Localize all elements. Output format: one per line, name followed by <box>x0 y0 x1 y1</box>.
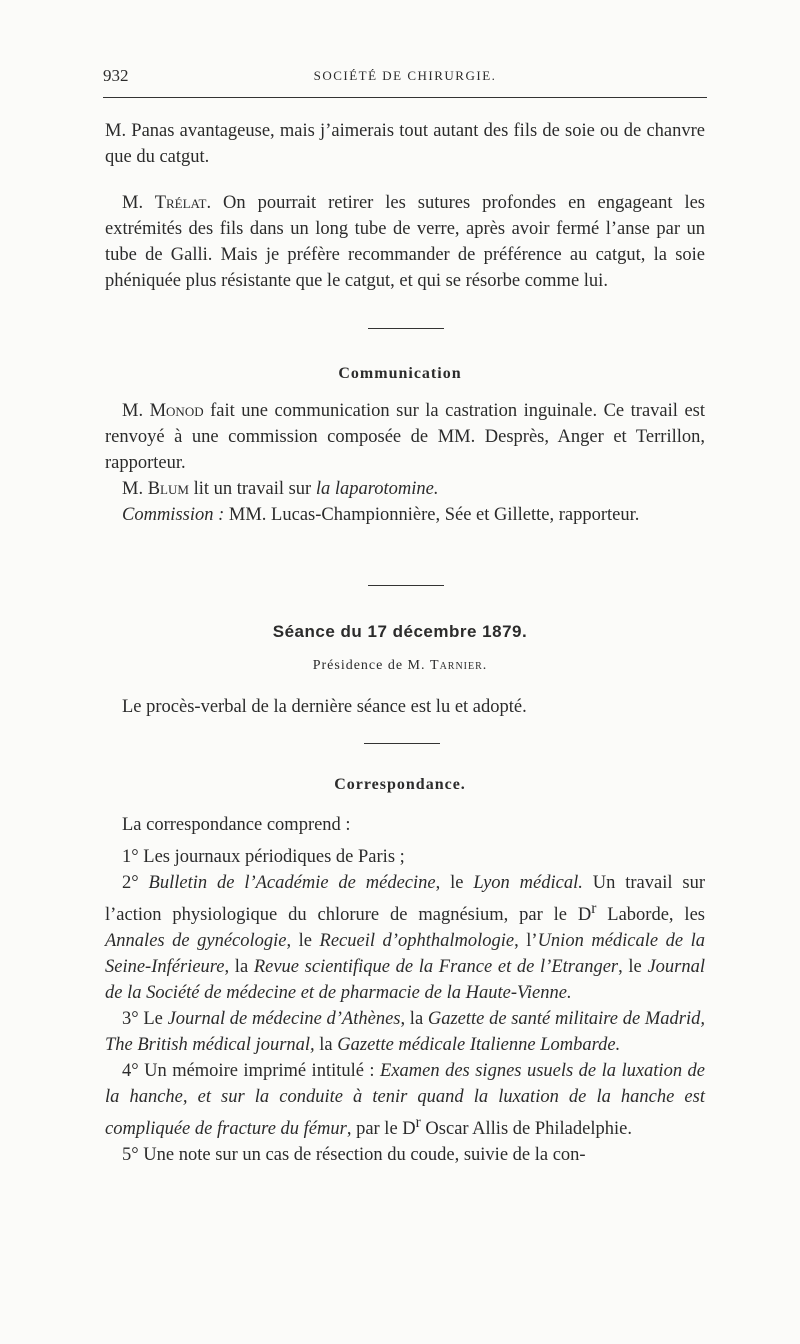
presidence-line <box>0 658 800 674</box>
memoir-title: Examen des signes usuels de la luxation de la hanche, et sur la conduite à tenir quand la luxation de la hanche est compliquée de fracture du fémur <box>105 1061 705 1140</box>
minutes-block <box>105 694 705 720</box>
superscript: r <box>591 900 597 917</box>
correspondance-item-3 <box>105 1006 705 1058</box>
section-separator <box>368 328 444 329</box>
item-text: , la <box>400 1009 428 1030</box>
item-text: , le <box>618 957 648 978</box>
item-text: , le <box>435 873 474 893</box>
page-number: 932 <box>103 66 129 85</box>
work-title: la laparotomine. <box>315 479 439 499</box>
superscript: r <box>415 1114 421 1132</box>
speaker-text: lit un travail sur <box>188 479 316 499</box>
item-number: 3° Le <box>122 1009 168 1030</box>
section-separator <box>364 743 440 744</box>
monod-paragraph <box>105 398 705 476</box>
publication-title: Journal de la Société de médecine et de pharmacie de la Haute-Vienne. <box>105 957 705 1004</box>
item-number: 2° <box>122 873 149 893</box>
correspondance-item-1: 1° Les journaux périodiques de Paris ; <box>122 847 405 867</box>
president-name: Tarnier. <box>430 658 488 673</box>
item-text: Un travail sur l’action physiologique du chlorure de magnésium, par le D <box>105 873 705 926</box>
publication-title: Revue scientifique de la France et de l’Etranger <box>253 957 619 978</box>
speaker-name: M. Monod <box>122 401 204 421</box>
item-text: , la <box>224 957 254 978</box>
communication-block <box>105 398 705 528</box>
discussion-block <box>105 118 705 294</box>
publication-title: Recueil d’ophthalmologie <box>319 931 515 952</box>
panas-paragraph: M. Panas avantageuse, mais j’aimerais tout autant des fils de soie ou de chanvre que du catgut. <box>105 121 705 167</box>
header-rule <box>103 97 707 98</box>
running-title: SOCIÉTÉ DE CHIRURGIE. <box>313 68 497 83</box>
publication-title: Lyon médical. <box>473 873 583 893</box>
commission-label: Commission : <box>122 505 225 525</box>
blum-paragraph <box>105 476 705 502</box>
item-text: Oscar Allis de Philadelphie. <box>420 1119 632 1140</box>
publication-title: Gazette médicale Italienne Lombarde. <box>337 1035 621 1056</box>
speaker-name: M. Blum <box>122 479 189 499</box>
presidence-prefix: Présidence de M. <box>312 658 431 673</box>
publication-title: Journal de médecine d’Athènes <box>167 1009 401 1030</box>
section-separator <box>368 585 444 586</box>
commission-text: MM. Lucas-Championnière, Sée et Gillette, rapporteur. <box>224 505 640 525</box>
seance-title: Séance du 17 décembre 1879. <box>272 622 528 641</box>
correspondance-item-2 <box>105 870 705 1006</box>
correspondance-item-5: 5° Une note sur un cas de résection du coude, suivie de la con- <box>122 1145 586 1166</box>
correspondance-block <box>105 812 705 1168</box>
item-number: 4° Un mémoire imprimé intitulé : <box>122 1061 381 1082</box>
correspondance-intro: La correspondance comprend : <box>122 815 351 835</box>
communication-heading: Communication <box>338 365 462 382</box>
minutes-paragraph: Le procès-verbal de la dernière séance est lu et adopté. <box>122 697 527 717</box>
speaker-name: M. Trélat. <box>122 193 212 213</box>
publication-title: Gazette de santé militaire de Madrid, The British médical journal, <box>105 1009 705 1056</box>
correspondance-item-4 <box>105 1058 705 1142</box>
page-header <box>103 66 707 90</box>
trelat-paragraph <box>105 190 705 294</box>
item-text: la <box>314 1035 338 1056</box>
item-text: Laborde, les <box>596 905 705 926</box>
publication-title: Annales de gynécologie <box>105 931 287 952</box>
speaker-text: On pourrait retirer les sutures profondes en engageant les extrémités des fils dans un long tube de verre, après avoir fermé l’anse par un tube de Galli. Mais je préfère recommander de préférence au catgut, la soie phéniquée plus résistante que le catgut, et qui se résorbe comme lui. <box>105 193 706 291</box>
correspondance-heading: Correspondance. <box>334 776 466 793</box>
item-text: , par le D <box>346 1119 416 1140</box>
item-text: , le <box>286 931 320 952</box>
publication-title: Union médicale de la Seine-Inférieure <box>105 931 706 978</box>
publication-title: Bulletin de l’Académie de médecine <box>148 873 436 893</box>
speaker-text: fait une communication sur la castration inguinale. Ce travail est renvoyé à une commission composée de MM. Desprès, Anger et Terrillon, rapporteur. <box>105 401 705 473</box>
commission-paragraph <box>105 502 705 528</box>
item-text: , l’ <box>514 931 538 952</box>
